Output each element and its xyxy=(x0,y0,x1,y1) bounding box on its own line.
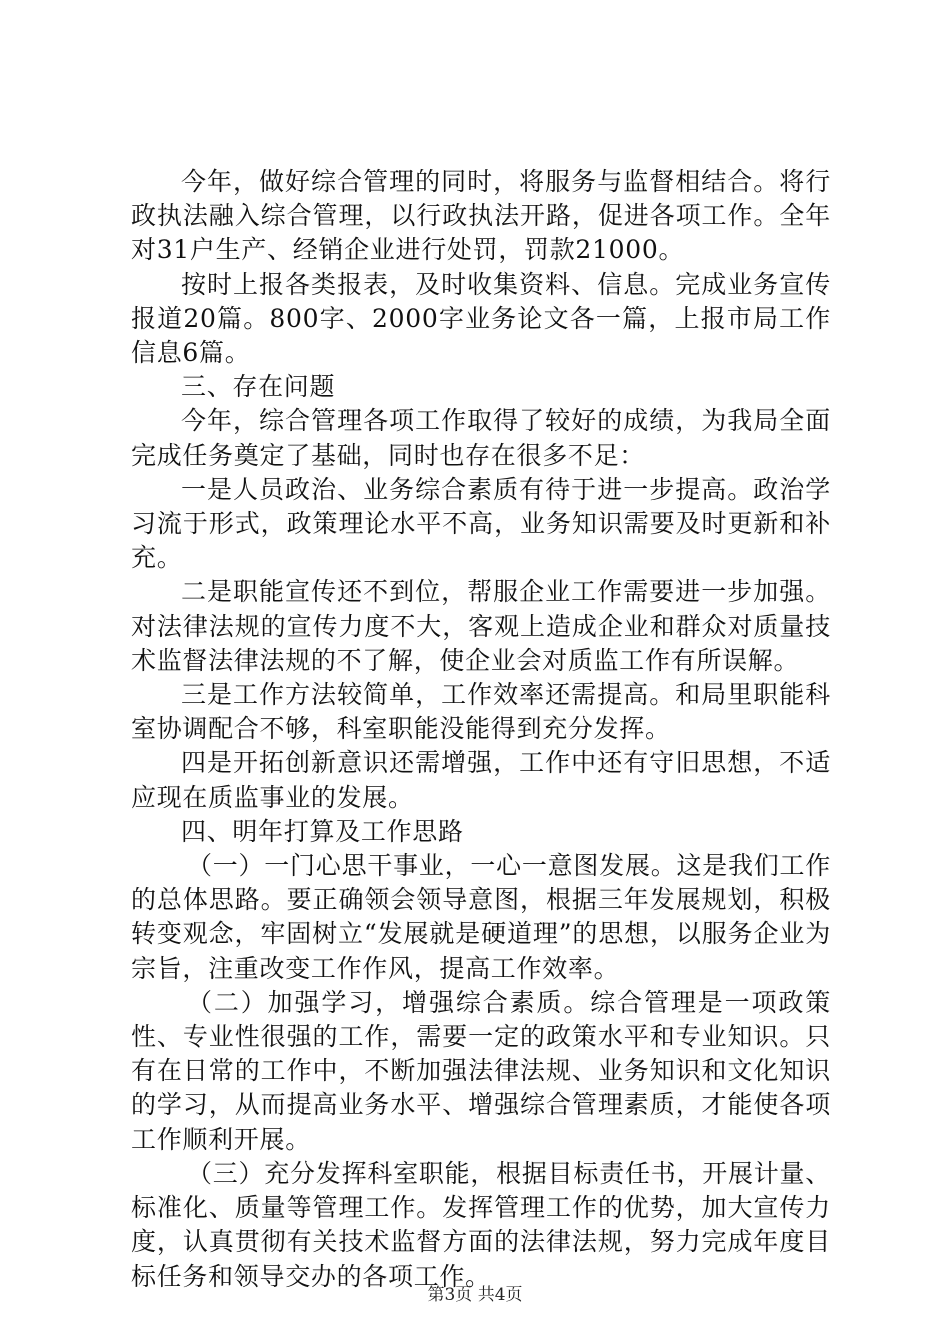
document-body xyxy=(131,165,831,1294)
paragraph-problem-two: 二是职能宣传还不到位，帮服企业工作需要进一步加强。对法律法规的宣传力度不大，客观上造成企业和群众对质量技术监督法律法规的不了解，使企业会对质监工作有所误解。 xyxy=(131,577,831,675)
section-heading-problems: 三、存在问题 xyxy=(181,372,336,402)
paragraph-problem-four: 四是开拓创新意识还需增强，工作中还有守旧思想，不适应现在质监事业的发展。 xyxy=(131,748,831,812)
section-heading-next-year: 四、明年打算及工作思路 xyxy=(181,816,464,846)
paragraph-enforcement: 今年，做好综合管理的同时，将服务与监督相结合。将行政执法融入综合管理，以行政执法开路，促进各项工作。全年对31户生产、经销企业进行处罚，罚款21000。 xyxy=(131,167,831,265)
page-number-footer: 第3页 共4页 xyxy=(427,1285,523,1305)
paragraph-problem-one: 一是人员政治、业务综合素质有待于进一步提高。政治学习流于形式，政策理论水平不高，业务知识需要及时更新和补充。 xyxy=(131,474,831,573)
paragraph-reports: 按时上报各类报表，及时收集资料、信息。完成业务宣传报道20篇。800字、2000字业务论文各一篇，上报市局工作信息6篇。 xyxy=(131,269,831,368)
paragraph-plan-three: （三）充分发挥科室职能，根据目标责任书，开展计量、标准化、质量等管理工作。发挥管理工作的优势，加大宣传力度，认真贯彻有关技术监督方面的法律法规，努力完成年度目标任务和领导交办的各项工作。 xyxy=(131,1158,831,1291)
paragraph-plan-one: （一）一门心思干事业，一心一意图发展。这是我们工作的总体思路。要正确领会领导意图，根据三年发展规划，积极转变观念，牢固树立“发展就是硬道理”的思想，以服务企业为宗旨，注重改变工作作风，提高工作效率。 xyxy=(131,851,831,983)
paragraph-problem-three: 三是工作方法较简单，工作效率还需提高。和局里职能科室协调配合不够，科室职能没能得到充分发挥。 xyxy=(131,680,831,744)
paragraph-problems-intro: 今年，综合管理各项工作取得了较好的成绩，为我局全面完成任务奠定了基础，同时也存在很多不足： xyxy=(131,406,831,470)
paragraph-plan-two: （二）加强学习，增强综合素质。综合管理是一项政策性、专业性很强的工作，需要一定的政策水平和专业知识。只有在日常的工作中，不断加强法律法规、业务知识和文化知识的学习，从而提高业务水平、增强综合管理素质，才能使各项工作顺利开展。 xyxy=(131,987,831,1154)
